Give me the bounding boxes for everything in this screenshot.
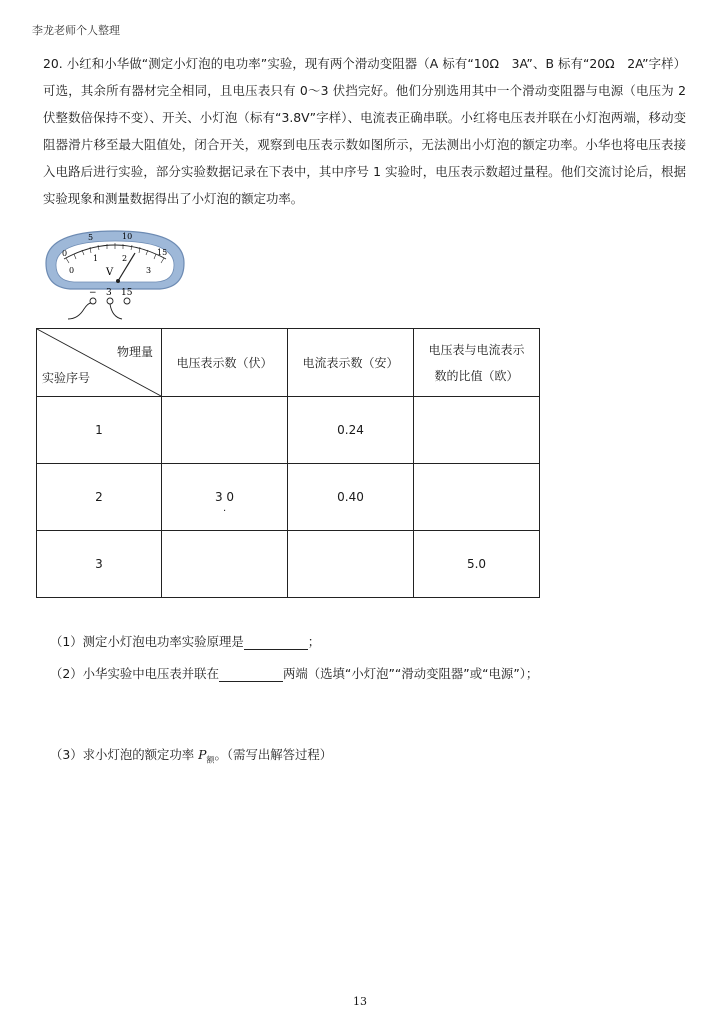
subquestion-1-text: （1）测定小灯泡电功率实验原理是 — [50, 634, 244, 649]
voltmeter-figure — [40, 225, 190, 325]
cell-voltage — [162, 531, 288, 598]
cell-voltage-dot: . — [222, 503, 227, 514]
header-ratio-line2: 数的比值（欧） — [434, 368, 519, 383]
question-number: 20. — [43, 56, 63, 71]
answer-blank-1[interactable] — [244, 636, 308, 650]
terminal-negative-label: − — [89, 288, 97, 298]
answer-blank-2[interactable] — [219, 668, 283, 682]
subquestion-2-text: （2）小华实验中电压表并联在 — [50, 666, 219, 681]
corner-header-cell — [37, 329, 162, 397]
subquestion-2-end: 两端（选填“小灯泡”“滑动变阻器”或“电源”）； — [282, 666, 539, 681]
scale-lower-1: 1 — [93, 254, 99, 263]
scale-lower-3: 3 — [146, 266, 152, 275]
subquestion-3 — [50, 745, 332, 765]
subquestion-1-end: ； — [307, 634, 321, 649]
terminal-15 — [124, 298, 130, 304]
wire-left — [68, 303, 91, 319]
cell-ratio: 5.0 — [414, 531, 540, 598]
subquestion-3-text: （3）求小灯泡的额定功率 — [50, 747, 199, 762]
subquestion-3-end: 。（需写出解答过程） — [214, 747, 333, 762]
cell-seq: 1 — [37, 397, 162, 464]
subquestion-1 — [50, 632, 320, 650]
page-number: 13 — [353, 995, 367, 1008]
terminal-15-label: 15 — [121, 288, 133, 298]
power-symbol: P — [198, 747, 207, 762]
cell-current: 0.40 — [288, 464, 414, 531]
author-note: 李龙老师个人整理 — [32, 24, 120, 37]
cell-voltage — [162, 464, 288, 531]
table-row — [37, 397, 540, 464]
unit-symbol: V — [106, 267, 114, 278]
question-paragraph: 小红和小华做“测定小灯泡的电功率”实验，现有两个滑动变阻器（A 标有“10Ω 3A”、B 标有“20Ω 2A”字样）可选，其余所有器材完全相同，且电压表只有 0～3 伏挡完好。他们分别选用其中一个滑动变阻器与电源（电压为 2 伏整数倍保持不变）、开关、小灯泡（标有“3.8V”字样）、电流表正确串联。小红将电压表并联在小灯泡两端，移动变阻器滑片移至最大阻值处，闭合开关，观察到电压表示数如图所示，无法测出小灯泡的额定功率。小华也将电压表接入电路后进行实验，部分实验数据记录在下表中，其中序号 1 实验时，电压表示数超过量程。他们交流讨论后，根据实验现象和测量数据得出了小灯泡的额定功率。 — [43, 56, 686, 206]
data-table — [36, 328, 540, 598]
scale-lower-2: 2 — [122, 254, 128, 263]
scale-lower-0: 0 — [69, 266, 75, 275]
header-ratio — [414, 329, 540, 397]
header-ratio-line1: 电压表与电流表示 — [428, 342, 525, 357]
cell-seq: 3 — [37, 531, 162, 598]
scale-upper-0: 0 — [62, 249, 68, 258]
cell-current: 0.24 — [288, 397, 414, 464]
table-row — [37, 531, 540, 598]
cell-ratio — [414, 397, 540, 464]
header-voltage: 电压表示数（伏） — [162, 329, 288, 397]
question-20 — [43, 50, 686, 212]
power-subscript: 额 — [206, 755, 215, 765]
cell-current — [288, 531, 414, 598]
corner-quantity-label: 物理量 — [116, 345, 153, 359]
subquestion-2 — [50, 664, 538, 682]
cell-ratio — [414, 464, 540, 531]
terminal-3 — [107, 298, 113, 304]
scale-upper-15: 15 — [157, 248, 168, 257]
cell-voltage-value: 3 0 — [214, 490, 235, 504]
corner-sequence-label: 实验序号 — [42, 371, 91, 385]
terminal-3-label: 3 — [106, 288, 112, 298]
table-row — [37, 464, 540, 531]
scale-upper-10: 10 — [122, 232, 133, 241]
scale-upper-5: 5 — [88, 233, 94, 242]
wire-right — [110, 304, 122, 319]
cell-seq: 2 — [37, 464, 162, 531]
cell-voltage — [162, 397, 288, 464]
header-current: 电流表示数（安） — [288, 329, 414, 397]
